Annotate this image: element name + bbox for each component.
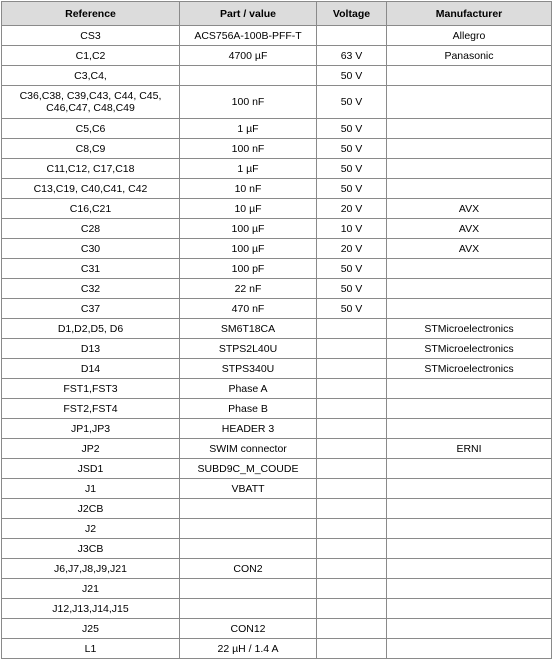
table-row bbox=[2, 559, 552, 579]
cell-manufacturer bbox=[387, 399, 552, 419]
cell-manufacturer bbox=[387, 259, 552, 279]
table-row bbox=[2, 46, 552, 66]
cell-reference: C1,C2 bbox=[2, 46, 180, 66]
cell-manufacturer bbox=[387, 159, 552, 179]
table-row bbox=[2, 26, 552, 46]
cell-part-value bbox=[180, 519, 317, 539]
cell-voltage bbox=[317, 639, 387, 659]
cell-voltage bbox=[317, 319, 387, 339]
cell-voltage bbox=[317, 619, 387, 639]
cell-part-value: 100 µF bbox=[180, 219, 317, 239]
cell-part-value: Phase A bbox=[180, 379, 317, 399]
cell-part-value: 22 µH / 1.4 A bbox=[180, 639, 317, 659]
cell-manufacturer bbox=[387, 479, 552, 499]
cell-voltage: 50 V bbox=[317, 66, 387, 86]
table-row bbox=[2, 479, 552, 499]
table-row bbox=[2, 539, 552, 559]
table-row bbox=[2, 379, 552, 399]
cell-reference: C3,C4, bbox=[2, 66, 180, 86]
table-body bbox=[2, 26, 552, 659]
cell-part-value: 22 nF bbox=[180, 279, 317, 299]
cell-voltage bbox=[317, 539, 387, 559]
cell-reference: C5,C6 bbox=[2, 119, 180, 139]
table-header-row bbox=[2, 2, 552, 26]
cell-voltage: 50 V bbox=[317, 86, 387, 119]
cell-part-value: CON12 bbox=[180, 619, 317, 639]
column-header-reference: Reference bbox=[2, 2, 180, 26]
table-row bbox=[2, 499, 552, 519]
cell-manufacturer bbox=[387, 119, 552, 139]
cell-manufacturer bbox=[387, 639, 552, 659]
cell-manufacturer bbox=[387, 599, 552, 619]
cell-manufacturer bbox=[387, 139, 552, 159]
cell-voltage: 50 V bbox=[317, 119, 387, 139]
cell-manufacturer bbox=[387, 419, 552, 439]
cell-manufacturer: Panasonic bbox=[387, 46, 552, 66]
table-row bbox=[2, 599, 552, 619]
cell-manufacturer: STMicroelectronics bbox=[387, 359, 552, 379]
table-row bbox=[2, 299, 552, 319]
cell-reference: L1 bbox=[2, 639, 180, 659]
table-row bbox=[2, 419, 552, 439]
cell-part-value bbox=[180, 599, 317, 619]
table-row bbox=[2, 619, 552, 639]
cell-reference: C16,C21 bbox=[2, 199, 180, 219]
table-row bbox=[2, 239, 552, 259]
cell-reference: JP1,JP3 bbox=[2, 419, 180, 439]
cell-voltage: 63 V bbox=[317, 46, 387, 66]
cell-reference: FST1,FST3 bbox=[2, 379, 180, 399]
table-row bbox=[2, 159, 552, 179]
table-row bbox=[2, 259, 552, 279]
table-row bbox=[2, 319, 552, 339]
cell-manufacturer: STMicroelectronics bbox=[387, 319, 552, 339]
cell-part-value: 10 nF bbox=[180, 179, 317, 199]
cell-reference: J6,J7,J8,J9,J21 bbox=[2, 559, 180, 579]
cell-part-value: 10 µF bbox=[180, 199, 317, 219]
cell-manufacturer bbox=[387, 179, 552, 199]
cell-reference: J12,J13,J14,J15 bbox=[2, 599, 180, 619]
cell-reference: C31 bbox=[2, 259, 180, 279]
cell-reference: C13,C19, C40,C41, C42 bbox=[2, 179, 180, 199]
cell-voltage bbox=[317, 519, 387, 539]
table-row bbox=[2, 459, 552, 479]
cell-voltage bbox=[317, 579, 387, 599]
cell-voltage: 50 V bbox=[317, 259, 387, 279]
table-row bbox=[2, 179, 552, 199]
cell-reference: C28 bbox=[2, 219, 180, 239]
cell-manufacturer: AVX bbox=[387, 239, 552, 259]
table-row bbox=[2, 439, 552, 459]
cell-reference: JP2 bbox=[2, 439, 180, 459]
cell-voltage: 10 V bbox=[317, 219, 387, 239]
cell-manufacturer bbox=[387, 299, 552, 319]
table-row bbox=[2, 139, 552, 159]
cell-manufacturer bbox=[387, 66, 552, 86]
cell-voltage: 50 V bbox=[317, 279, 387, 299]
cell-reference: C32 bbox=[2, 279, 180, 299]
cell-part-value: 470 nF bbox=[180, 299, 317, 319]
cell-part-value: 100 nF bbox=[180, 139, 317, 159]
cell-voltage bbox=[317, 359, 387, 379]
cell-voltage: 20 V bbox=[317, 199, 387, 219]
cell-part-value bbox=[180, 539, 317, 559]
table-row bbox=[2, 66, 552, 86]
cell-part-value bbox=[180, 499, 317, 519]
table-row bbox=[2, 199, 552, 219]
cell-reference: C36,C38, C39,C43, C44, C45, C46,C47, C48,C49 bbox=[2, 86, 180, 119]
cell-part-value: STPS2L40U bbox=[180, 339, 317, 359]
cell-reference: C37 bbox=[2, 299, 180, 319]
cell-voltage: 50 V bbox=[317, 159, 387, 179]
table-row bbox=[2, 86, 552, 119]
cell-part-value: HEADER 3 bbox=[180, 419, 317, 439]
cell-voltage: 50 V bbox=[317, 179, 387, 199]
cell-voltage: 50 V bbox=[317, 299, 387, 319]
cell-part-value bbox=[180, 579, 317, 599]
cell-part-value: SUBD9C_M_COUDE bbox=[180, 459, 317, 479]
cell-voltage bbox=[317, 26, 387, 46]
cell-manufacturer: AVX bbox=[387, 199, 552, 219]
cell-part-value: STPS340U bbox=[180, 359, 317, 379]
cell-part-value: SM6T18CA bbox=[180, 319, 317, 339]
cell-part-value: 4700 µF bbox=[180, 46, 317, 66]
cell-manufacturer bbox=[387, 519, 552, 539]
cell-manufacturer bbox=[387, 619, 552, 639]
cell-reference: C8,C9 bbox=[2, 139, 180, 159]
column-header-voltage: Voltage bbox=[317, 2, 387, 26]
cell-manufacturer: AVX bbox=[387, 219, 552, 239]
cell-part-value: 1 µF bbox=[180, 119, 317, 139]
cell-reference: JSD1 bbox=[2, 459, 180, 479]
cell-manufacturer: Allegro bbox=[387, 26, 552, 46]
bill-of-materials-table bbox=[1, 1, 552, 659]
cell-manufacturer bbox=[387, 279, 552, 299]
cell-reference: J2 bbox=[2, 519, 180, 539]
cell-manufacturer: STMicroelectronics bbox=[387, 339, 552, 359]
table-row bbox=[2, 119, 552, 139]
cell-manufacturer bbox=[387, 86, 552, 119]
table-row bbox=[2, 519, 552, 539]
cell-voltage bbox=[317, 599, 387, 619]
cell-manufacturer bbox=[387, 379, 552, 399]
cell-voltage bbox=[317, 339, 387, 359]
cell-part-value: 100 pF bbox=[180, 259, 317, 279]
table-row bbox=[2, 279, 552, 299]
table-row bbox=[2, 219, 552, 239]
cell-part-value: Phase B bbox=[180, 399, 317, 419]
cell-reference: J21 bbox=[2, 579, 180, 599]
cell-manufacturer bbox=[387, 559, 552, 579]
cell-part-value: ACS756A-100B-PFF-T bbox=[180, 26, 317, 46]
cell-part-value: VBATT bbox=[180, 479, 317, 499]
cell-part-value: CON2 bbox=[180, 559, 317, 579]
cell-voltage: 20 V bbox=[317, 239, 387, 259]
cell-reference: J1 bbox=[2, 479, 180, 499]
cell-part-value bbox=[180, 66, 317, 86]
cell-voltage bbox=[317, 399, 387, 419]
cell-manufacturer bbox=[387, 499, 552, 519]
column-header-manufacturer: Manufacturer bbox=[387, 2, 552, 26]
cell-voltage bbox=[317, 499, 387, 519]
cell-reference: D1,D2,D5, D6 bbox=[2, 319, 180, 339]
cell-part-value: SWIM connector bbox=[180, 439, 317, 459]
cell-manufacturer: ERNI bbox=[387, 439, 552, 459]
cell-part-value: 1 µF bbox=[180, 159, 317, 179]
cell-voltage bbox=[317, 379, 387, 399]
cell-reference: D14 bbox=[2, 359, 180, 379]
table-row bbox=[2, 399, 552, 419]
cell-reference: D13 bbox=[2, 339, 180, 359]
cell-manufacturer bbox=[387, 579, 552, 599]
cell-reference: J3CB bbox=[2, 539, 180, 559]
cell-voltage bbox=[317, 479, 387, 499]
cell-manufacturer bbox=[387, 459, 552, 479]
table-row bbox=[2, 579, 552, 599]
cell-voltage bbox=[317, 419, 387, 439]
cell-voltage bbox=[317, 559, 387, 579]
table-row bbox=[2, 639, 552, 659]
cell-reference: J25 bbox=[2, 619, 180, 639]
cell-reference: C30 bbox=[2, 239, 180, 259]
cell-reference: CS3 bbox=[2, 26, 180, 46]
cell-manufacturer bbox=[387, 539, 552, 559]
cell-voltage bbox=[317, 439, 387, 459]
column-header-part-value: Part / value bbox=[180, 2, 317, 26]
cell-voltage: 50 V bbox=[317, 139, 387, 159]
table-row bbox=[2, 359, 552, 379]
cell-reference: FST2,FST4 bbox=[2, 399, 180, 419]
cell-reference: J2CB bbox=[2, 499, 180, 519]
table-row bbox=[2, 339, 552, 359]
cell-part-value: 100 µF bbox=[180, 239, 317, 259]
cell-voltage bbox=[317, 459, 387, 479]
cell-part-value: 100 nF bbox=[180, 86, 317, 119]
cell-reference: C11,C12, C17,C18 bbox=[2, 159, 180, 179]
